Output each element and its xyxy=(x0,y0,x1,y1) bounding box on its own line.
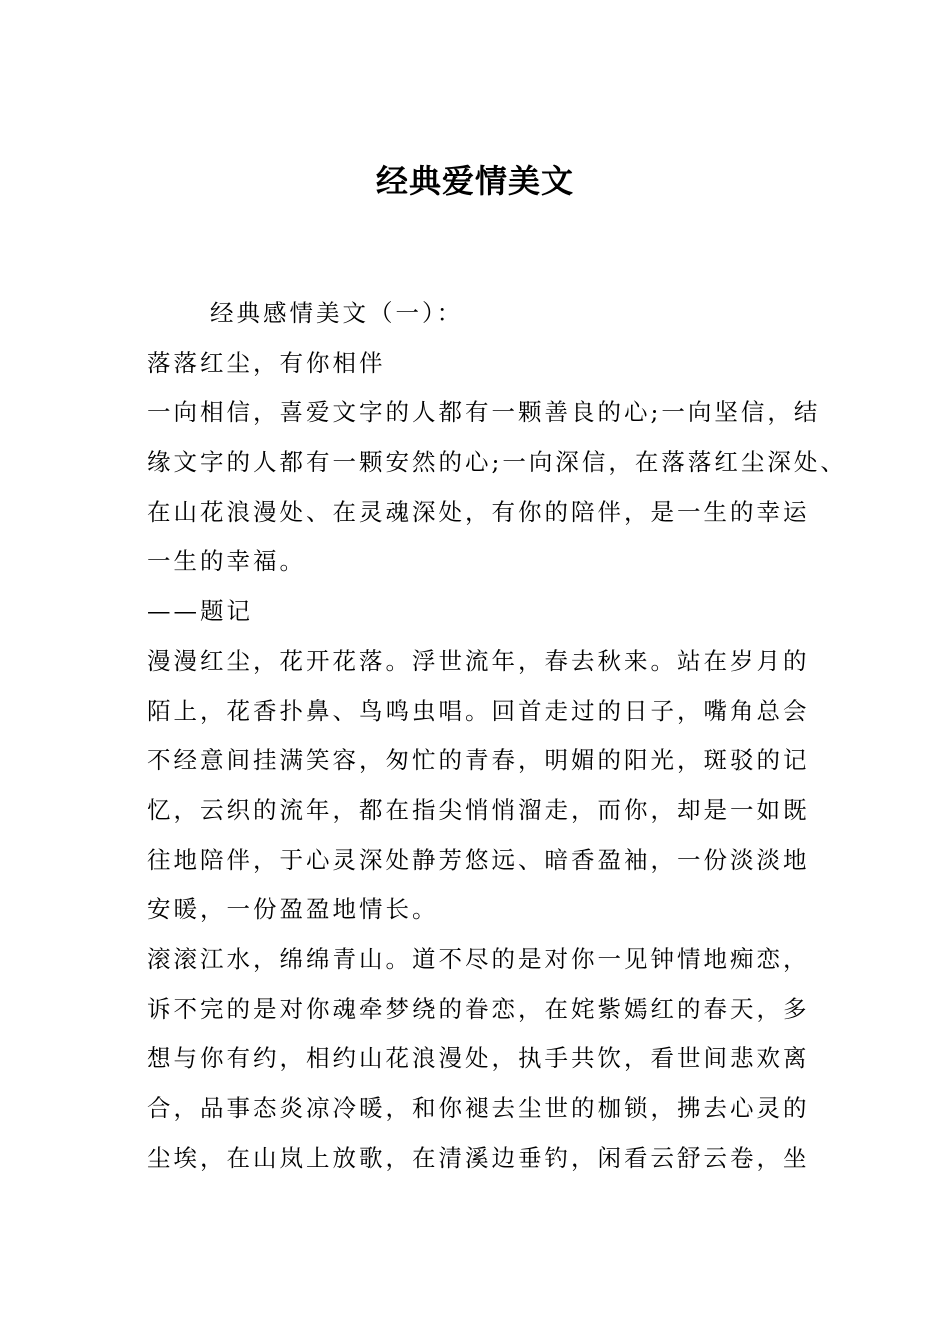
paragraph-line: 合，品事态炎凉冷暖，和你褪去尘世的枷锁，拂去心灵的 xyxy=(147,1094,810,1122)
section-heading: 经典感情美文（一）： xyxy=(210,299,464,327)
paragraph-line: 不经意间挂满笑容，匆忙的青春，明媚的阳光，斑驳的记 xyxy=(147,746,810,775)
paragraph-line: 陌上，花香扑鼻、鸟鸣虫唱。回首走过的日子，嘴角总会 xyxy=(147,696,810,725)
paragraph-line: 滚滚江水，绵绵青山。道不尽的是对你一见钟情地痴恋， xyxy=(147,944,810,973)
paragraph-line: 在山花浪漫处、在灵魂深处，有你的陪伴，是一生的幸运 xyxy=(147,497,810,526)
paragraph-line: 漫漫红尘，花开花落。浮世流年，春去秋来。站在岁月的 xyxy=(147,646,810,675)
epigraph-attribution: ——题记 xyxy=(147,597,253,626)
paragraph-line: 诉不完的是对你魂牵梦绕的眷恋，在姹紫嫣红的春天，多 xyxy=(147,994,810,1023)
page-title: 经典爱情美文 xyxy=(375,162,574,200)
paragraph-line: 一向相信，喜爱文字的人都有一颗善良的心;一向坚信，结 xyxy=(147,398,821,427)
paragraph-line: 想与你有约，相约山花浪漫处，执手共饮，看世间悲欢离 xyxy=(147,1044,810,1073)
article-body xyxy=(147,289,847,1183)
article-subtitle: 落落红尘，有你相伴 xyxy=(147,348,386,377)
paragraph-line: 忆，云织的流年，都在指尖悄悄溜走，而你，却是一如既 xyxy=(147,795,810,824)
paragraph-line: 安暖，一份盈盈地情长。 xyxy=(147,895,439,924)
paragraph-line: 一生的幸福。 xyxy=(147,547,306,576)
paragraph-line: 缘文字的人都有一颗安然的心;一向深信，在落落红尘深处、 xyxy=(147,448,847,477)
paragraph-line: 往地陪伴，于心灵深处静芳悠远、暗香盈袖，一份淡淡地 xyxy=(147,845,810,874)
paragraph-line: 尘埃，在山岚上放歌，在清溪边垂钓，闲看云舒云卷，坐 xyxy=(147,1143,810,1172)
